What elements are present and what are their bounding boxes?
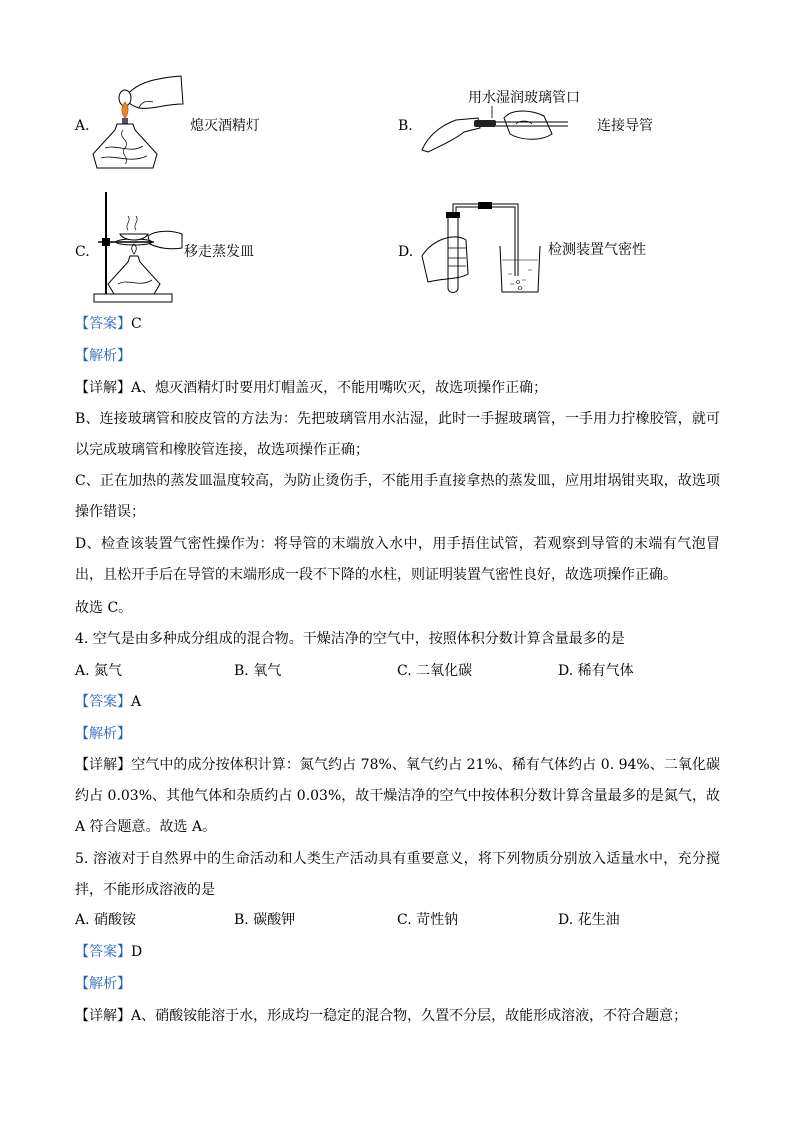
q4-detail-tag: 【详解】 — [75, 757, 132, 773]
q5-option-d: D. 花生油 — [558, 912, 620, 928]
q3-detail-a: 【详解】A、熄灭酒精灯时要用灯帽盖灭，不能用嘴吹灭，故选项操作正确； — [75, 380, 548, 396]
evaporating-dish-illustration — [94, 190, 184, 304]
figure-b-annotation: 用水湿润玻璃管口 — [468, 90, 580, 106]
q3-analysis-tag: 【解析】 — [75, 348, 131, 364]
alcohol-lamp-cap-illustration — [95, 74, 185, 174]
figure-b-caption: 连接导管 — [597, 118, 653, 134]
figure-c-caption: 移走蒸发皿 — [184, 244, 254, 260]
q5-answer — [75, 942, 142, 962]
q4-option-d: D. 稀有气体 — [558, 663, 634, 679]
q3-conclusion: 故选 C。 — [75, 600, 133, 616]
q4-answer-tag: 【答案】 — [75, 694, 131, 710]
figure-a-letter: A. — [75, 118, 90, 134]
q5-answer-tag: 【答案】 — [75, 944, 131, 960]
q4-option-b: B. 氧气 — [234, 663, 282, 679]
q5-stem: 5. 溶液对于自然界中的生命活动和人类生产活动具有重要意义，将下列物质分别放入适量水中，充分搅拌，不能形成溶液的是 — [75, 851, 720, 898]
q3-answer-tag: 【答案】 — [75, 316, 131, 332]
q3-detail-d: D、检查该装置气密性操作为：将导管的末端放入水中，用手捂住试管，若观察到导管的末端有气泡冒出，且松开手后在导管的末端形成一段不下降的水柱，则证明装置气密性良好，故选项操作正确。 — [75, 536, 720, 583]
figure-c-letter: C. — [75, 244, 90, 260]
q5-option-b: B. 碳酸钾 — [234, 912, 296, 928]
figure-a-caption: 熄灭酒精灯 — [190, 118, 260, 134]
q3-answer-value: C — [131, 316, 142, 332]
figure-d-caption: 检测装置气密性 — [548, 242, 646, 258]
q4-stem: 4. 空气是由多种成分组成的混合物。干燥洁净的空气中，按照体积分数计算含量最多的是 — [75, 631, 625, 647]
q5-detail-tag: 【详解】 — [75, 1008, 131, 1024]
q4-option-c: C. 二氧化碳 — [397, 663, 473, 679]
q3-detail-c: C、正在加热的蒸发皿温度较高，为防止烫伤手，不能用手直接拿热的蒸发皿，应用坩埚钳夹取，故选项操作错误； — [75, 473, 720, 520]
q3-answer — [75, 314, 142, 334]
q4-answer — [75, 692, 141, 712]
q5-answer-value: D — [131, 944, 143, 960]
q3-detail-b: B、连接玻璃管和胶皮管的方法为：先把玻璃管用水沾湿，此时一手握玻璃管，一手用力拧橡胶管，就可以完成玻璃管和橡胶管连接，故选项操作正确； — [75, 411, 720, 458]
figure-d-letter: D. — [398, 244, 414, 260]
q5-analysis-tag: 【解析】 — [75, 976, 131, 992]
q4-analysis-tag: 【解析】 — [75, 726, 131, 742]
q4-detail: 【详解】空气中的成分按体积计算：氮气约占 78%、氧气约占 21%、稀有气体约占 0. 94%、二氧化碳约占 0.03%、其他气体和杂质约占 0.03%，故干燥洁净的空气中按体积分数计算含量最多的是氮气，故 A 符合题意。故选 A。 — [75, 757, 720, 835]
tube-connection-illustration — [420, 106, 570, 154]
q4-answer-value: A — [131, 694, 142, 710]
q5-option-a: A. 硝酸铵 — [75, 912, 137, 928]
q3-detail-tag: 【详解】 — [75, 380, 131, 396]
q5-detail-a: 【详解】A、硝酸铵能溶于水，形成均一稳定的混合物，久置不分层，故能形成溶液，不符合题意； — [75, 1008, 688, 1024]
airtightness-check-illustration — [418, 200, 544, 298]
q4-option-a: A. 氮气 — [75, 663, 123, 679]
figure-b-letter: B. — [398, 118, 413, 134]
q5-option-c: C. 苛性钠 — [397, 912, 459, 928]
